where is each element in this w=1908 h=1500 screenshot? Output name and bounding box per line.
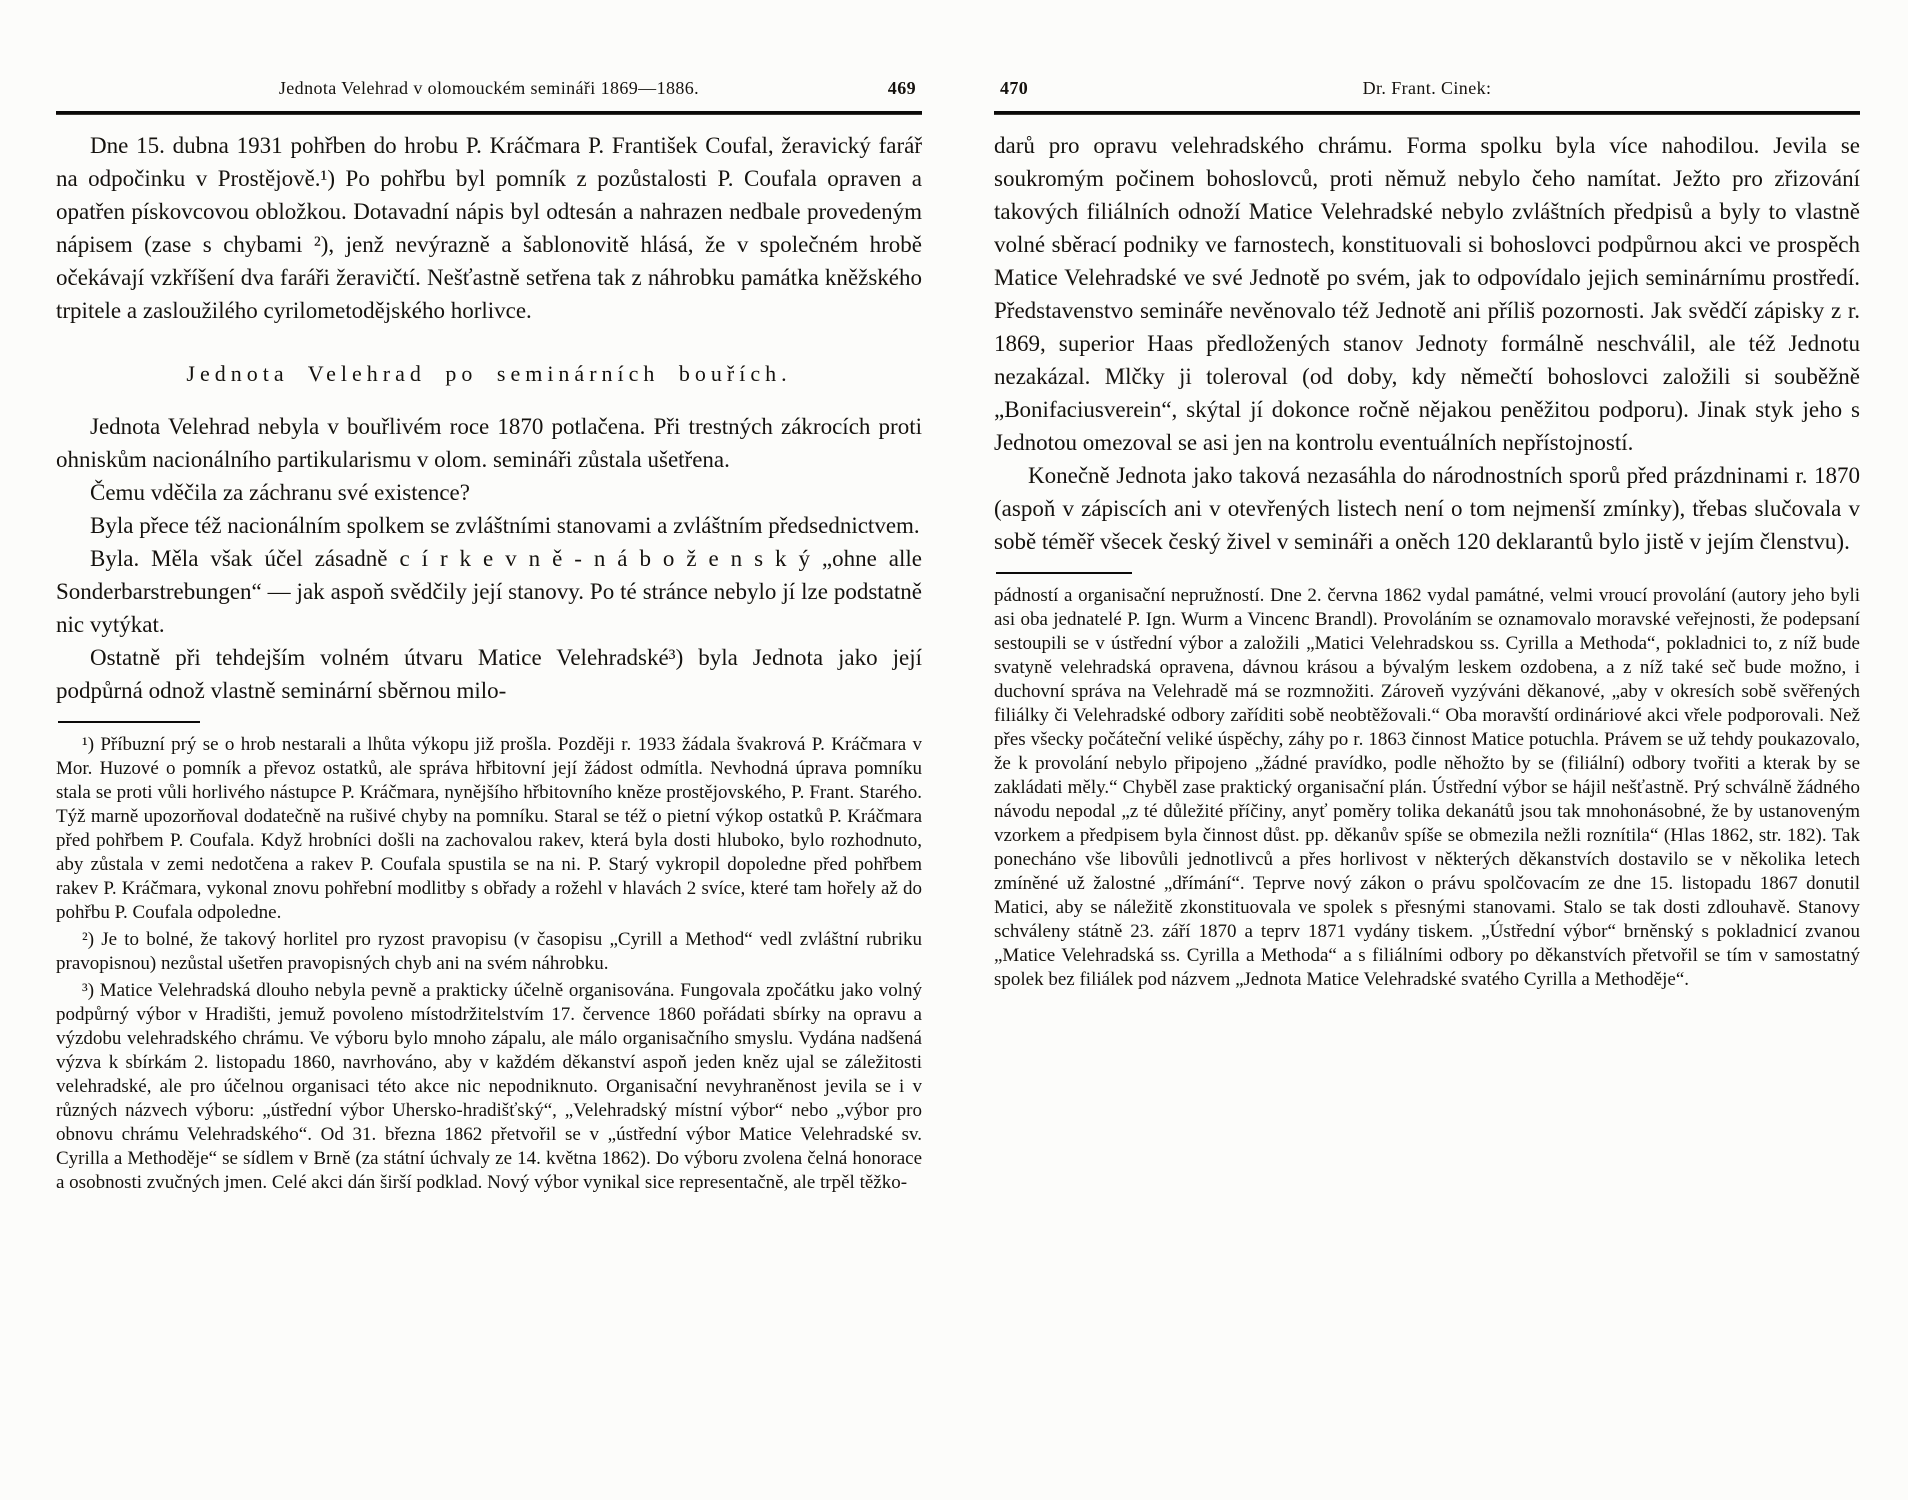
left-page-number: 469 <box>887 78 916 98</box>
left-header-rule <box>56 111 922 115</box>
paragraph: Dne 15. dubna 1931 pohřben do hrobu P. Kráčmara P. František Coufal, žeravický farář na odpočinku v Prostějově.¹) Po pohřbu byl pomník z pozůstalosti P. Coufala opraven a opatřen pískovcovou obložkou. Dotavadní nápis byl odtesán a nahrazen nedbale provedeným nápisem (zase s chybami ²), jenž nevýrazně a šablonovitě hlásá, že v společném hrobě očekávají vzkříšení dva faráři žeravičtí. Nešťastně setřena tak z náhrobku památka kněžského trpitele a zasloužilého cyrilometodějského horlivce. <box>56 133 922 323</box>
right-page <box>994 78 1860 1198</box>
left-page-header <box>56 78 922 106</box>
footnote-continuation: pádností a organisační nepružností. Dne 2. června 1862 vydal památné, velmi vroucí provolání (autory jeho byli asi oba jednatelé P. Ign. Wurm a Vincenc Brandl). Provoláním se oznamovalo moravské veřejnosti, že podepsaní sestoupili se v ústřední výbor a založili „Matici Velehradskou ss. Cyrilla a Methoda“, pokladnici to, z níž bude svatyně velehradská opravena, dávnou krásou a bývalým leskem ozdobena, a z níž také seč bude možno, i duchovní správa na Velehradě má se rozmnožiti. Zároveň vyzýváni děkanové, „aby v okresích sobě svěřených filiálky či Velehradské odbory zaříditi sobě neobtěžovali.“ Oba moravští ordináriové akci vřele podporovali. Než přes všecky počáteční veliké úspěchy, záhy po r. 1863 činnost Matice potuchla. Právem se už tehdy poukazovalo, že k provolání nebylo připojeno „žádné pravídko, podle něhožto by se (filiální) odbory tvořiti a kterak by se zakládati měly.“ Chyběl zase praktický organisační plán. Ústřední výbor se hájil nešťastně. Prý schválně žádného návodu nepodal „z té důležité příčiny, anyť poměry tolika dekanátů jsou tak mnohonásobné, že by ustanoveným vzorkem a předpisem byla činnost důst. pp. děkanův spíše se obmezila nežli roznítila“ (Hlas 1862, str. 182). Tak ponecháno vše libovůli jednotlivců a přes horlivost v některých děkanstvích dostavilo se v několika letech zmíněné už žalostné „dřímání“. Teprve nový zákon o právu spolčovacím ze dne 15. listopadu 1867 donutil Matici, aby se náležitě zkonstituovala ve spolek s přesnými stanovami. Stalo se tak dosti zdlouhavě. Stanovy schváleny státně 23. září 1870 a teprv 1871 vydány tiskem. „Ústřední výbor“ brněnský s pokladnicí zvanou „Matice Velehradská ss. Cyrilla a Methoda“ a s filiálními odbory po děkanstvích přetvořil se tím v samostatný spolek bez filiálek pod názvem „Jednota Matice Velehradské svatého Cyrilla a Methoděje“. <box>994 585 1860 990</box>
left-page <box>56 78 922 1198</box>
left-body-text <box>56 129 922 707</box>
section-heading: Jednota Velehrad po seminárních bouřích. <box>186 361 792 386</box>
paragraph: Jednota Velehrad nebyla v bouřlivém roce 1870 potlačena. Při trestných zákrocích proti ohniskům nacionálního partikularismu v olom. semináři zůstala ušetřena. <box>56 414 922 472</box>
left-running-title: Jednota Velehrad v olomouckém semináři 1869—1886. <box>278 78 700 98</box>
footnote-1: ¹) Příbuzní prý se o hrob nestarali a lhůta výkopu již prošla. Později r. 1933 žádala švakrová P. Kráčmara v Mor. Huzové o pomník a převoz ostatků, ale správa hřbitovní její žádost odmítla. Nevhodná úprava pomníku stala se proti vůli horlivého nástupce P. Kráčmara, nynějšího hřbitovního kněze prostějovského, P. Frant. Starého. Týž marně upozorňoval dodatečně na rušivé chyby na pomníku. Staral se též o pietní výkop ostatků P. Kráčmara před pohřbem P. Coufala. Když hrobníci došli na zachovalou rakev, která byla dosti hluboko, bylo rozhodnuto, aby zůstala v zemi nedotčena a rakev P. Coufala spustila se na ni. P. Starý vykropil dopoledne před pohřbem rakev P. Kráčmara, vykonal znovu pohřební modlitby s obřady a rožehl v hlavách 2 svíce, které tam hořely až do pohřbu P. Coufala odpoledne. <box>56 734 922 923</box>
paragraph: Ostatně při tehdejším volném útvaru Matice Velehradské³) byla Jednota jako její podpůrná odnož vlastně seminární sběrnou milo- <box>56 645 922 703</box>
paragraph: Byla. Měla však účel zásadně c í r k e v n ě - n á b o ž e n s k ý „ohne alle Sonderbarstrebungen“ — jak aspoň svědčily její stanovy. Po té stránce nebylo jí lze podstatně nic vytýkat. <box>56 546 922 637</box>
right-body-text <box>994 129 1860 558</box>
right-page-number: 470 <box>1000 78 1029 98</box>
right-footnotes <box>994 584 1860 992</box>
paragraph: Byla přece též nacionálním spolkem se zvláštními stanovami a zvláštním předsednictvem. <box>90 513 920 538</box>
right-page-header <box>994 78 1860 106</box>
right-header-rule <box>994 111 1860 115</box>
paragraph: darů pro opravu velehradského chrámu. Forma spolku byla více nahodilou. Jevila se soukromým počinem bohoslovců, proti němuž nebylo čeho namítat. Ježto pro zřizování takových filiálních odnoží Matice Velehradské nebylo zvláštních předpisů a byly to vlastně volné sběrací podniky ve farnostech, konstituovali si bohoslovci podpůrnou akci ve prospěch Matice Velehradské ve své Jednotě po svém, jak to odpovídalo jejich seminárnímu prostředí. Představenstvo semináře nevěnovalo též Jednotě ani příliš pozornosti. Jak svědčí zápisky z r. 1869, superior Haas předložených stanov Jednoty formálně neschválil, ale též Jednotu nezakázal. Mlčky ji toleroval (od doby, kdy němečtí bohoslovci založili si souběžně „Bonifaciusverein“, skýtal jí dokonce ročně nějakou peněžitou podporu). Jinak styk jeho s Jednotou omezoval se asi jen na kontrolu eventuálních nepřístojností. <box>994 133 1860 455</box>
footnote-2: ²) Je to bolné, že takový horlitel pro ryzost pravopisu (v časopisu „Cyrill a Method“ vedl zvláštní rubriku pravopisnou) nezůstal ušetřen pravopisných chyb ani na svém náhrobku. <box>56 929 922 974</box>
footnote-3: ³) Matice Velehradská dlouho nebyla pevně a prakticky účelně organisována. Fungovala zpočátku jako volný podpůrný výbor v Hradišti, jemuž povoleno místodržitelstvím 17. července 1860 pořádati sbírky na opravu a výzdobu velehradského chrámu. Ve výboru bylo mnoho zápalu, ale málo organisačního smyslu. Vydána nadšená výzva k sbírkám 2. listopadu 1860, navrhováno, aby v každém děkanství aspoň jeden kněz ujal se záležitosti velehradské, ale pro účelnou organisaci této akce nic nepodniknuto. Organisační nevyhraněnost jevila se i v různých názvech výboru: „ústřední výbor Uhersko-hradišťský“, „Velehradský místní výbor“ nebo „výbor pro obnovu chrámu Velehradského“. Od 31. března 1862 přetvořil se v „ústřední výbor Matice Velehradské sv. Cyrilla a Methoděje“ se sídlem v Brně (za státní úchvaly ze 14. května 1862). Do výboru zvolena čelná honorace a osobnosti zvučných jmen. Celé akci dán širší podklad. Nový výbor vynikal sice representačně, ale trpěl těžko- <box>56 980 922 1193</box>
paragraph: Konečně Jednota jako taková nezasáhla do národnostních sporů před prázdninami r. 1870 (aspoň v zápiscích ani v otevřených listech není o tom nejmenší zmínky), třebas slučovala v sobě téměř všecek český živel v semináři a oněch 120 deklarantů bylo jistě v jejím členstvu). <box>994 463 1860 554</box>
left-footnotes <box>56 733 922 1195</box>
left-footnote-separator <box>58 721 200 723</box>
paragraph: Čemu vděčila za záchranu své existence? <box>90 480 470 505</box>
right-running-title: Dr. Frant. Cinek: <box>1362 78 1492 98</box>
right-footnote-separator <box>996 572 1132 574</box>
